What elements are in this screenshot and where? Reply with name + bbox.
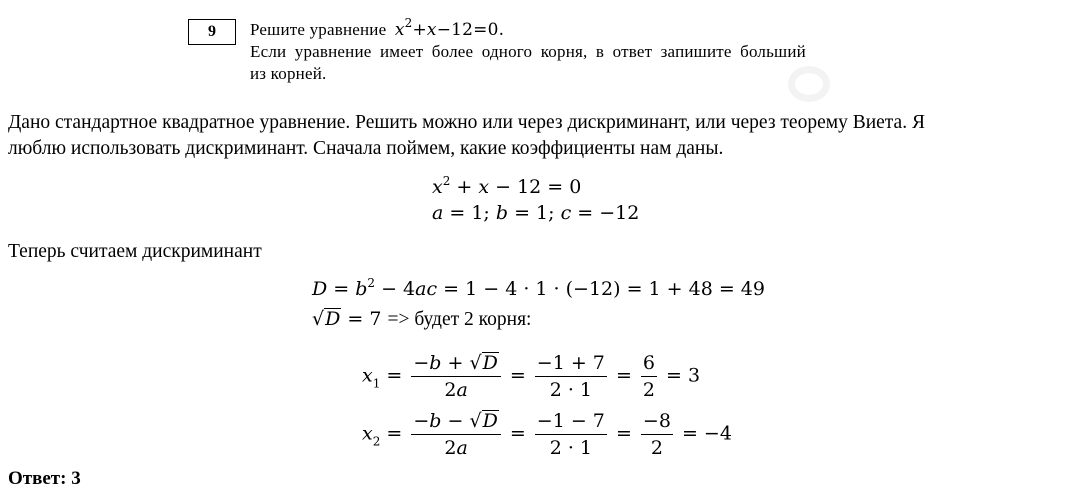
task-equation: $x^2+x-12=0$. xyxy=(394,16,505,40)
task-number-box xyxy=(188,19,236,45)
root-x2-formula: $x_2$ = $\frac{-b - √D}{2a}$ = $\frac{-1 - 7}{2 \cdot 1}$ = $\frac{-8}{2}$ = −4 xyxy=(362,410,732,459)
task-line-2: Если уравнение имеет более одного корня, в ответ запишите больший xyxy=(250,42,806,61)
root-x1-value: 3 xyxy=(688,364,701,387)
intro-line-1: Дано стандартное квадратное уравнение. Решить можно или через дискриминант, или через теорему Виета. Я xyxy=(8,112,925,133)
sqrt-d-value: 7 xyxy=(369,308,382,330)
intro-line-2: люблю использовать дискриминант. Сначала поймем, какие коэффициенты нам даны. xyxy=(8,138,724,159)
answer-label: Ответ: 3 xyxy=(8,468,81,489)
root-x1-formula: $x_1$ = $\frac{-b + √D}{2a}$ = $\frac{-1 + 7}{2 \cdot 1}$ = $\frac{6}{2}$ = 3 xyxy=(362,352,701,401)
task-line-1 xyxy=(250,16,505,40)
coef-b: 1 xyxy=(536,202,549,224)
coef-c: −12 xyxy=(599,202,640,224)
sqrt-d: √D xyxy=(312,308,341,330)
roots-count-text: => будет 2 корня: xyxy=(387,309,532,330)
coef-a: 1 xyxy=(471,202,484,224)
discriminant-heading: Теперь считаем дискриминант xyxy=(8,241,262,262)
task-line-3: из корней. xyxy=(250,64,327,83)
watermark-logo xyxy=(788,66,830,102)
root-x2-value: −4 xyxy=(703,422,732,445)
equation-display: $x^2 + x - 12 = 0$ xyxy=(432,174,582,198)
discriminant-value: 49 xyxy=(740,278,765,300)
coefficients-line: a = 1; b = 1; c = −12 xyxy=(432,202,640,224)
task-number: 9 xyxy=(208,23,216,40)
discriminant-formula: $D = b^2 - 4ac = 1 - 4 \cdot 1 \cdot (-12) = 1 + 48 = 49$ xyxy=(312,276,765,300)
task-instruction: Решите уравнение xyxy=(250,20,387,39)
sqrt-discriminant-line: √D = 7 => будет 2 корня: xyxy=(312,308,532,330)
